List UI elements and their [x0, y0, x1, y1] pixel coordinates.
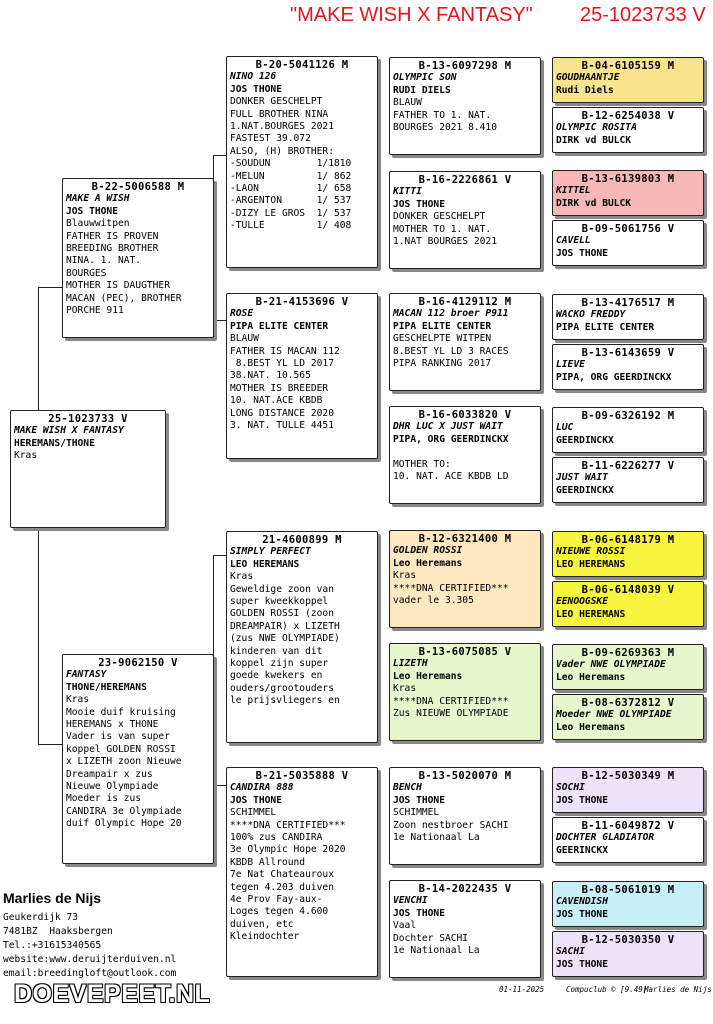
pigeon-card-g5-2[interactable]: B-12-6254038 V OLYMPIC ROSITA DIRK vd BULCK [552, 107, 704, 153]
pedigree-ring: 25-1023733 V [580, 4, 706, 26]
pigeon-card-g5-14[interactable]: B-11-6049872 V DOCHTER GLADIATOR GEERINCKX [552, 817, 704, 863]
pigeon-card-sire[interactable]: B-22-5006588 M MAKE A WISH JOS THONE Blauwwitpen FATHER IS PROVEN BREEDING BROTHER NINA. 1. NAT. BOURGES MOTHER IS DAUGTHER MACAN (PEC), BROTHER PORCHE 911 [62, 178, 214, 338]
pigeon-card-dd[interactable]: B-21-5035888 V CANDIRA 888 JOS THONE SCHIMMEL ****DNA CERTIFIED*** 100% zus CANDIRA 3e Olympic Hope 2020 KBDB Allround 7e Nat Chateauroux tegen 4.203 duiven 4e Prov Fay-aux- Loges tegen 4.600 duiven, etc Kleindochter [226, 767, 378, 977]
phone: Tel.:+31615340565 [3, 940, 102, 951]
breeder-name: Marlies de Nijs [3, 890, 102, 906]
address-street: Geukerdijk 73 [3, 912, 79, 923]
pigeon-card-g5-6[interactable]: B-13-6143659 V LIEVE PIPA, ORG GEERDINCKX [552, 344, 704, 390]
pigeon-card-ss[interactable]: B-20-5041126 M NINO 126 JOS THONE DONKER GESCHELPT FULL BROTHER NINA 1.NAT.BOURGES 2021 FASTEST 39.072 ALSO, (H) BROTHER: -SOUDUN 1/1810 -MELUN 1/ 862 -LAON 1/ 658 -ARGENTON 1/ 537 -DIZY LE GROS 1/ 537 -TULLE 1/ 408 [226, 56, 378, 268]
pigeon-card-g5-5[interactable]: B-13-4176517 M WACKO FREDDY PIPA ELITE CENTER [552, 294, 704, 340]
pigeon-card-g5-11[interactable]: B-09-6269363 M Vader NWE OLYMPIADE Leo Heremans [552, 644, 704, 690]
connector-line [213, 320, 226, 321]
pigeon-card-sss[interactable]: B-13-6097298 M OLYMPIC SON RUDI DIELS BLAUW FATHER TO 1. NAT. BOURGES 2021 8.410 [389, 57, 541, 155]
pigeon-card-g5-9[interactable]: B-06-6148179 M NIEUWE ROSSI LEO HEREMANS [552, 531, 704, 577]
pigeon-card-ssd[interactable]: B-16-2226861 V KITTI JOS THONE DONKER GESCHELPT MOTHER TO 1. NAT. 1.NAT BOURGES 2021 [389, 171, 541, 269]
pigeon-card-dam[interactable]: 23-9062150 V FANTASY THONE/HEREMANS Kras Mooie duif kruising HEREMANS x THONE Vader is van super koppel GOLDEN ROSSI x LIZETH zoon Nieuwe Dreampair x zus Nieuwe Olympiade Moeder is zus CANDIRA 3e Olympiade duif Olympic Hope 20 [62, 654, 214, 864]
author-credit: Marlies de Nijs [644, 985, 712, 994]
pigeon-card-g5-15[interactable]: B-08-5061019 M CAVENDISH JOS THONE [552, 881, 704, 927]
pigeon-card-g5-3[interactable]: B-13-6139803 M KITTEL DIRK vd BULCK [552, 170, 704, 216]
pigeon-card-sds[interactable]: B-16-4129112 M MACAN 112 broer P911 PIPA ELITE CENTER GESCHELPTE WITPEN 8.BEST YL LD 3 RACES PIPA RANKING 2017 [389, 293, 541, 391]
pigeon-card-g5-7[interactable]: B-09-6326192 M LUC GEERDINCKX [552, 407, 704, 453]
pigeon-card-g5-8[interactable]: B-11-6226277 V JUST WAIT GEERDINCKX [552, 457, 704, 503]
pigeon-card-ddd[interactable]: B-14-2022435 V VENCHI JOS THONE Vaal Dochter SACHI 1e Nationaal La [389, 880, 541, 978]
pedigree-title: "MAKE WISH X FANTASY" [290, 4, 533, 26]
pigeon-card-dsd[interactable]: B-13-6075085 V LIZETH Leo Heremans Kras ****DNA CERTIFIED*** Zus NIEUWE OLYMPIADE [389, 643, 541, 741]
pigeon-card-ds[interactable]: 21-4600899 M SIMPLY PERFECT LEO HEREMANS Kras Geweldige zoon van super kweekkoppel GOLDEN ROSSI (zoon DREAMPAIR) x LIZETH (zus NWE OLYMPIADE) kinderen van dit koppel zijn super goede kwekers en ouders/grootouders le prijsvliegers en [226, 531, 378, 743]
pigeon-card-dss[interactable]: B-12-6321400 M GOLDEN ROSSI Leo Heremans Kras ****DNA CERTIFIED*** vader le 3.305 [389, 530, 541, 628]
connector-line [38, 526, 39, 744]
pigeon-card-g5-10[interactable]: B-06-6148039 V EENOOGSKE LEO HEREMANS [552, 581, 704, 627]
pigeon-card-sd[interactable]: B-21-4153696 V ROSE PIPA ELITE CENTER BLAUW FATHER IS MACAN 112 8.BEST YL LD 2017 38.NAT. 10.565 MOTHER IS BREEDER 10. NAT.ACE KBDB LONG DISTANCE 2020 3. NAT. TULLE 4451 [226, 293, 378, 459]
pigeon-card-g5-16[interactable]: B-12-5030350 V SACHI JOS THONE [552, 931, 704, 977]
pigeon-card-g5-12[interactable]: B-08-6372812 V Moeder NWE OLYMPIADE Leo Heremans [552, 694, 704, 740]
software-credit: Compuclub © [9.49] [566, 985, 648, 994]
pigeon-card-dds[interactable]: B-13-5020070 M BENCH JOS THONE SCHIMMEL Zoon nestbroer SACHI 1e Nationaal La [389, 767, 541, 865]
connector-line [213, 555, 226, 556]
website-link[interactable]: website:www.deruijterduiven.nl [3, 954, 177, 965]
pigeon-card-g5-13[interactable]: B-12-5030349 M SOCHI JOS THONE [552, 767, 704, 813]
connector-line [38, 287, 62, 288]
pigeon-card-sdd[interactable]: B-16-6033820 V DHR LUC X JUST WAIT PIPA, ORG GEERDINCKX MOTHER TO: 10. NAT. ACE KBDB LD [389, 406, 541, 504]
pigeon-card-subject[interactable]: 25-1023733 V MAKE WISH X FANTASY HEREMANS/THONE Kras [10, 410, 166, 528]
connector-line [213, 785, 226, 786]
pigeon-card-g5-4[interactable]: B-09-5061756 V CAVELL JOS THONE [552, 220, 704, 266]
email-link[interactable]: email:breedingloft@outlook.com [3, 968, 177, 979]
address-city: 7481BZ Haaksbergen [3, 926, 113, 937]
connector-line [213, 155, 226, 156]
connector-line [38, 287, 39, 411]
pigeon-card-g5-1[interactable]: B-04-6105159 M GOUDHAANTJE Rudi Diels [552, 57, 704, 103]
site-logo: DOEVEPEET.NL [14, 980, 211, 1008]
connector-line [38, 744, 62, 745]
print-date: 01-11-2025 [499, 985, 545, 994]
